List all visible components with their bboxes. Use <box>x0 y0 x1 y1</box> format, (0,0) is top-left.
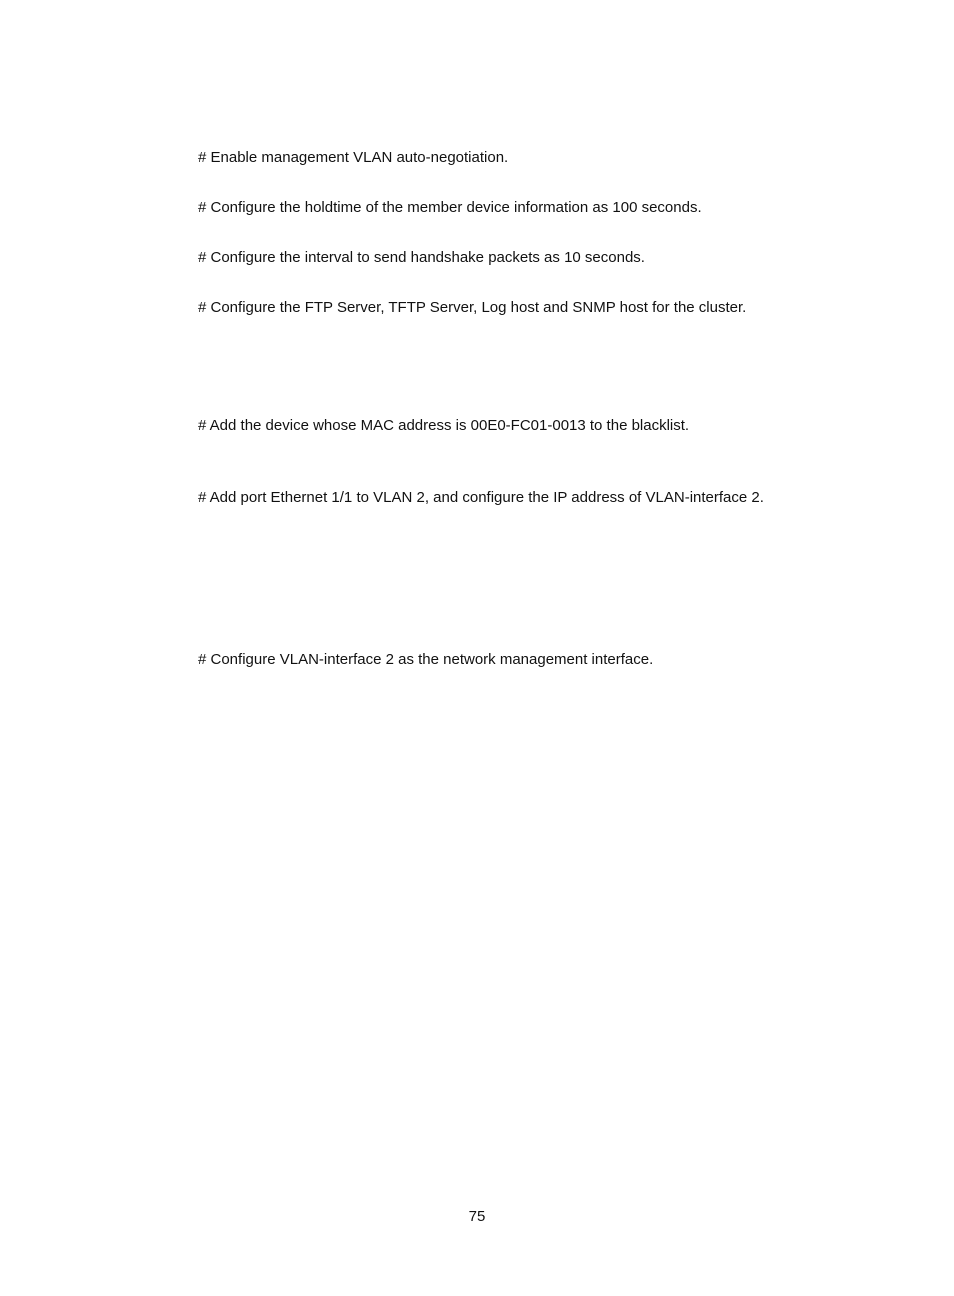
step-add-blacklist: # Add the device whose MAC address is 00E0-FC01-0013 to the blacklist. <box>198 417 690 434</box>
step-configure-handshake-interval: # Configure the interval to send handshake packets as 10 seconds. <box>198 249 645 266</box>
step-add-port-vlan: # Add port Ethernet 1/1 to VLAN 2, and configure the IP address of VLAN-interface 2. <box>198 489 764 506</box>
step-configure-nm-interface: # Configure VLAN-interface 2 as the network management interface. <box>198 651 654 668</box>
step-configure-holdtime: # Configure the holdtime of the member device information as 100 seconds. <box>198 199 702 216</box>
page-number: 75 <box>468 1208 486 1225</box>
step-configure-servers: # Configure the FTP Server, TFTP Server, Log host and SNMP host for the cluster. <box>198 299 747 316</box>
step-enable-vlan-autonegotiation: # Enable management VLAN auto-negotiation. <box>198 149 509 166</box>
